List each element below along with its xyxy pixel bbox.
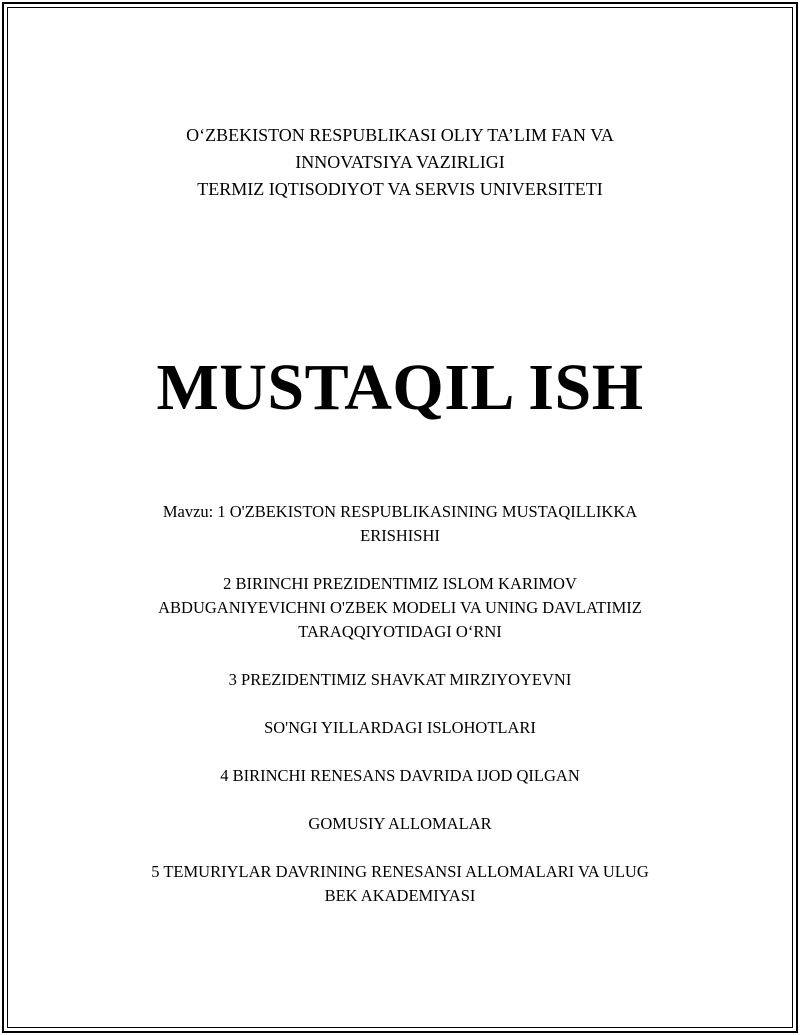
topic-4-continued [90, 812, 710, 836]
topic-5-line-2: BEK AKADEMIYASI [324, 886, 476, 905]
topic-3 [90, 668, 710, 692]
topic-3-continued [90, 716, 710, 740]
document-title: MUSTAQIL ISH [156, 351, 644, 424]
topic-1-line-2: ERISHISHI [360, 526, 440, 545]
topic-1-line-1: Mavzu: 1 O'ZBEKISTON RESPUBLIKASINING MUSTAQILLIKKA [162, 502, 638, 521]
topic-list [90, 500, 710, 932]
topic-4-continued-line-1: GOMUSIY ALLOMALAR [308, 814, 492, 833]
topic-5-line-1: 5 TEMURIYLAR DAVRINING RENESANSI ALLOMALARI VA ULUG [151, 862, 649, 881]
topic-3-continued-line-1: SO'NGI YILLARDAGI ISLOHOTLARI [264, 718, 536, 737]
header-line-1: O‘ZBEKISTON RESPUBLIKASI OLIY TA’LIM FAN VA [186, 125, 614, 145]
topic-2-line-1: 2 BIRINCHI PREZIDENTIMIZ ISLOM KARIMOV [223, 574, 577, 593]
topic-4 [90, 764, 710, 788]
topic-4-line-1: 4 BIRINCHI RENESANS DAVRIDA IJOD QILGAN [220, 766, 580, 785]
topic-2-line-2: ABDUGANIYEVICHNI O'ZBEK MODELI VA UNING DAVLATIMIZ [158, 598, 642, 617]
topic-3-line-1: 3 PREZIDENTIMIZ SHAVKAT MIRZIYOYEVNI [228, 670, 572, 689]
topic-5 [90, 860, 710, 908]
topic-2-line-3: TARAQQIYOTIDAGI O‘RNI [298, 622, 502, 641]
header-line-2: INNOVATSIYA VAZIRLIGI [295, 152, 505, 172]
institution-header [0, 122, 800, 203]
topic-1 [90, 500, 710, 548]
topic-2 [90, 572, 710, 644]
header-line-3: TERMIZ IQTISODIYOT VA SERVIS UNIVERSITETI [197, 179, 603, 199]
